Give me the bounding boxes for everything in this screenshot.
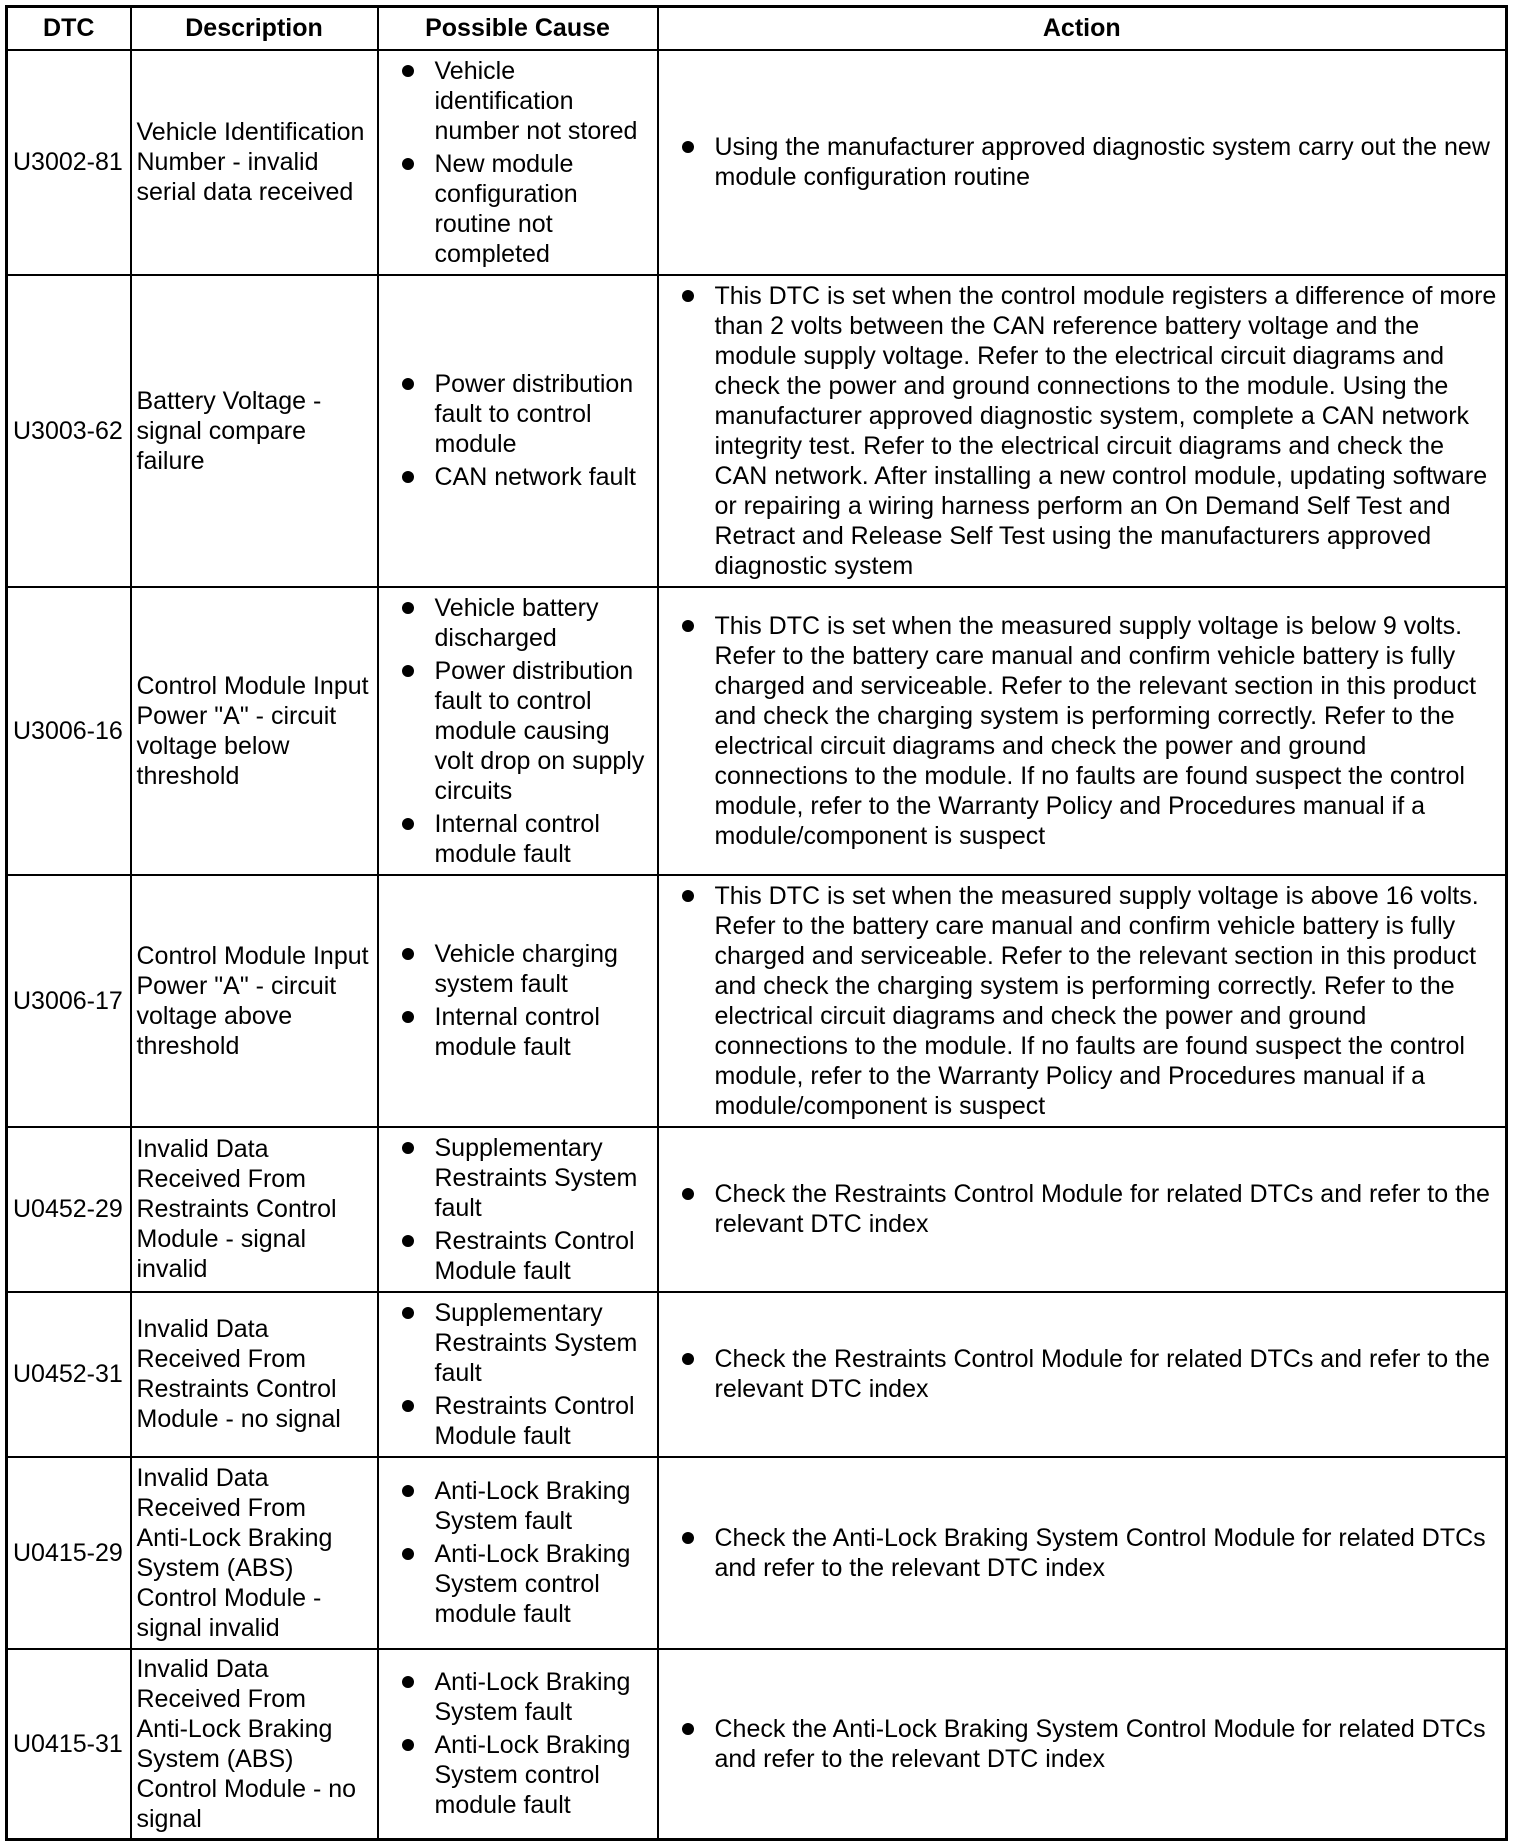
dtc-table [5,5,1508,1841]
action-cell [658,275,1507,587]
action-text: Check the Restraints Control Module for related DTCs and refer to the relevant DTC index [714,1345,1490,1403]
dtc-code: U3003-62 [7,275,131,587]
dtc-code: U0452-29 [7,1127,131,1292]
action-text: This DTC is set when the measured supply voltage is above 16 volts. Refer to the battery care manual and confirm vehicle battery is fully charged and serviceable. Refer to the relevant section in this product and check the charging system is performing correctly. Refer to the electrical circuit diagrams and check the power and ground connections to the module. If no faults are found suspect the control module, refer to the Warranty Policy and Procedures manual if a module/component is suspect [714,881,1479,1120]
bullet-icon [402,1485,414,1497]
possible-cause-item [401,809,657,869]
possible-cause-item [401,656,657,806]
possible-cause-item [401,593,657,653]
possible-cause-text: Restraints Control Module fault [434,1391,635,1450]
possible-cause-text: Vehicle charging system fault [434,940,618,998]
bullet-icon [402,1400,414,1412]
dtc-description: Control Module Input Power "A" - circuit voltage below threshold [131,587,378,875]
bullet-icon [402,1307,414,1319]
header-description: Description [131,7,378,50]
dtc-description: Invalid Data Received From Anti-Lock Braking System (ABS) Control Module - signal invalid [131,1457,378,1649]
action-item [681,1344,1506,1404]
bullet-icon [402,1676,414,1688]
dtc-code: U0415-31 [7,1649,131,1840]
possible-cause-item [401,369,657,459]
possible-cause-cell [378,275,658,587]
dtc-code: U0452-31 [7,1292,131,1457]
action-item [681,611,1506,851]
table-row [7,275,1507,587]
possible-cause-item [401,1476,657,1536]
action-cell [658,875,1507,1127]
bullet-icon [402,665,414,677]
dtc-description: Invalid Data Received From Restraints Control Module - no signal [131,1292,378,1457]
bullet-icon [402,158,414,170]
possible-cause-text: Power distribution fault to control module [434,370,634,458]
header-dtc: DTC [7,7,131,50]
possible-cause-text: Vehicle identification number not stored [434,56,638,145]
bullet-icon [402,1235,414,1247]
action-item [681,1179,1506,1239]
bullet-icon [402,1739,414,1751]
bullet-icon [682,620,694,632]
possible-cause-item [401,56,657,146]
possible-cause-cell [378,875,658,1127]
possible-cause-text: New module configuration routine not completed [434,149,578,268]
dtc-code: U0415-29 [7,1457,131,1649]
bullet-icon [402,818,414,830]
bullet-icon [682,141,694,153]
possible-cause-item [401,149,657,269]
possible-cause-item [401,1539,657,1629]
table-row [7,1127,1507,1292]
possible-cause-item [401,1133,657,1223]
action-text: Using the manufacturer approved diagnostic system carry out the new module configuration routine [714,133,1490,191]
bullet-icon [682,1723,694,1735]
bullet-icon [402,65,414,77]
possible-cause-cell [378,1649,658,1840]
action-text: Check the Anti-Lock Braking System Control Module for related DTCs and refer to the relevant DTC index [714,1523,1486,1582]
possible-cause-cell [378,1457,658,1649]
dtc-code: U3006-16 [7,587,131,875]
possible-cause-item [401,462,657,492]
possible-cause-text: Supplementary Restraints System fault [434,1133,638,1222]
action-cell [658,1649,1507,1840]
action-item [681,881,1506,1121]
header-possible-cause: Possible Cause [378,7,658,50]
action-cell [658,1292,1507,1457]
action-text: Check the Restraints Control Module for related DTCs and refer to the relevant DTC index [714,1180,1490,1238]
possible-cause-item [401,1298,657,1388]
table-row [7,875,1507,1127]
table-header-row [7,7,1507,50]
possible-cause-text: CAN network fault [434,463,636,491]
possible-cause-text: Restraints Control Module fault [434,1226,635,1285]
header-action: Action [658,7,1507,50]
possible-cause-item [401,939,657,999]
table-row [7,1457,1507,1649]
bullet-icon [682,1532,694,1544]
action-item [681,281,1506,581]
table-row [7,1649,1507,1840]
possible-cause-item [401,1226,657,1286]
possible-cause-cell [378,1292,658,1457]
possible-cause-cell [378,50,658,275]
action-cell [658,587,1507,875]
bullet-icon [402,1011,414,1023]
table-row [7,1292,1507,1457]
action-cell [658,50,1507,275]
action-item [681,1523,1506,1583]
bullet-icon [682,1353,694,1365]
possible-cause-text: Power distribution fault to control module causing volt drop on supply circuits [434,656,645,805]
possible-cause-text: Anti-Lock Braking System fault [434,1477,631,1535]
bullet-icon [402,1142,414,1154]
table-row [7,50,1507,275]
bullet-icon [402,471,414,483]
dtc-description: Vehicle Identification Number - invalid serial data received [131,50,378,275]
possible-cause-text: Anti-Lock Braking System control module fault [434,1540,631,1628]
possible-cause-cell [378,587,658,875]
possible-cause-item [401,1002,657,1062]
possible-cause-text: Internal control module fault [434,809,600,868]
possible-cause-text: Vehicle battery discharged [434,593,599,652]
action-item [681,132,1506,192]
possible-cause-text: Supplementary Restraints System fault [434,1298,638,1387]
dtc-description: Battery Voltage - signal compare failure [131,275,378,587]
action-text: This DTC is set when the control module registers a difference of more than 2 volts between the CAN reference battery voltage and the module supply voltage. Refer to the electrical circuit diagrams and check the power and ground connections to the module. Using the manufacturer approved diagnostic system, complete a CAN network integrity test. Refer to the electrical circuit diagrams and check the CAN network. After installing a new control module, updating software or repairing a wiring harness perform an On Demand Self Test and Retract and Release Self Test using the manufacturers approved diagnostic system [714,281,1497,580]
bullet-icon [402,1548,414,1560]
action-cell [658,1127,1507,1292]
action-text: This DTC is set when the measured supply voltage is below 9 volts. Refer to the battery care manual and confirm vehicle battery is fully charged and serviceable. Refer to the relevant section in this product and check the charging system is performing correctly. Refer to the electrical circuit diagrams and check the power and ground connections to the module. If no faults are found suspect the control module, refer to the Warranty Policy and Procedures manual if a module/component is suspect [714,611,1477,850]
bullet-icon [402,378,414,390]
possible-cause-text: Anti-Lock Braking System fault [434,1668,631,1727]
dtc-description: Control Module Input Power "A" - circuit voltage above threshold [131,875,378,1127]
action-item [681,1714,1506,1774]
bullet-icon [682,890,694,902]
dtc-code: U3006-17 [7,875,131,1127]
table-row [7,587,1507,875]
possible-cause-text: Internal control module fault [434,1003,600,1061]
dtc-description: Invalid Data Received From Anti-Lock Braking System (ABS) Control Module - no signal [131,1649,378,1840]
possible-cause-cell [378,1127,658,1292]
bullet-icon [402,948,414,960]
possible-cause-item [401,1391,657,1451]
bullet-icon [682,290,694,302]
dtc-description: Invalid Data Received From Restraints Control Module - signal invalid [131,1127,378,1292]
action-cell [658,1457,1507,1649]
bullet-icon [402,602,414,614]
possible-cause-text: Anti-Lock Braking System control module fault [434,1731,631,1820]
dtc-code: U3002-81 [7,50,131,275]
bullet-icon [682,1188,694,1200]
action-text: Check the Anti-Lock Braking System Control Module for related DTCs and refer to the relevant DTC index [714,1714,1486,1773]
possible-cause-item [401,1667,657,1727]
possible-cause-item [401,1730,657,1820]
